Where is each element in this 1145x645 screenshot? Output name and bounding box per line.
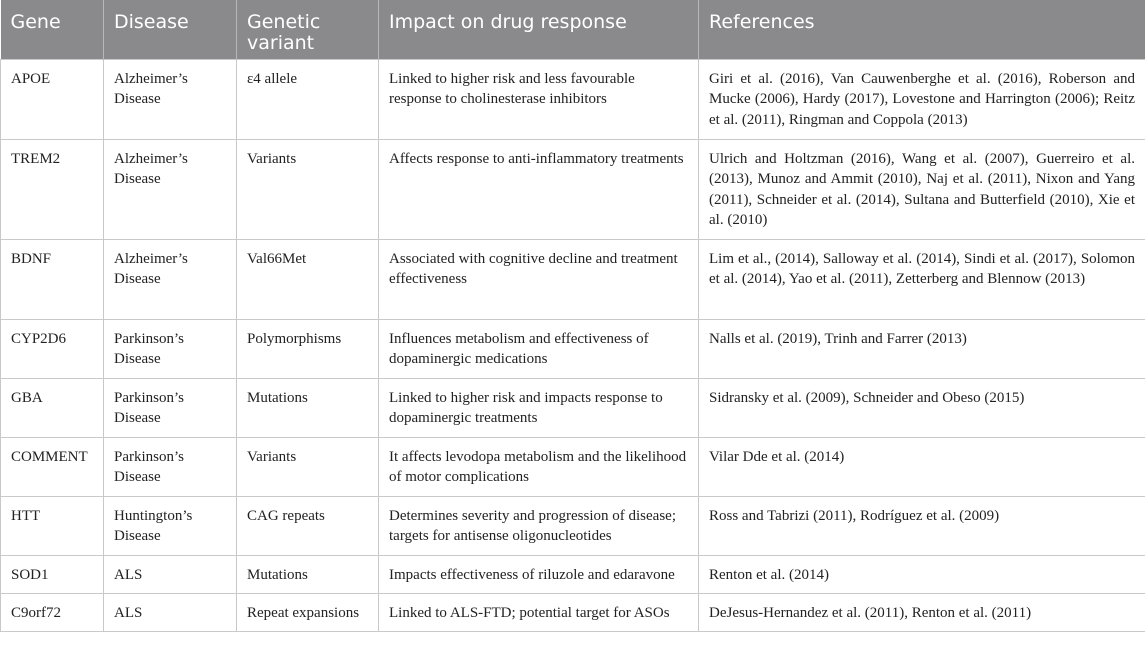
cell-gene: CYP2D6	[1, 319, 104, 378]
cell-impact: Linked to higher risk and impacts response to dopaminergic treatments	[379, 378, 699, 437]
cell-disease: Parkinson’s Disease	[104, 437, 237, 496]
cell-impact: Associated with cognitive decline and treatment effectiveness	[379, 239, 699, 319]
cell-gene: BDNF	[1, 239, 104, 319]
cell-variant: Mutations	[237, 555, 379, 593]
table-row	[1, 496, 1145, 555]
cell-disease: ALS	[104, 555, 237, 593]
table-row	[1, 59, 1145, 139]
cell-references: Ulrich and Holtzman (2016), Wang et al. (2007), Guerreiro et al. (2013), Munoz and Ammit (2010), Naj et al. (2011), Nixon and Yang (2011), Schneider et al. (2014), Sultana and Butterfield (2010), Xie et al. (2010)	[699, 139, 1145, 239]
cell-gene: TREM2	[1, 139, 104, 239]
table-row	[1, 139, 1145, 239]
cell-gene: C9orf72	[1, 593, 104, 631]
cell-variant: Variants	[237, 139, 379, 239]
cell-references: Ross and Tabrizi (2011), Rodríguez et al. (2009)	[699, 496, 1145, 555]
cell-impact: Linked to higher risk and less favourable response to cholinesterase inhibitors	[379, 59, 699, 139]
cell-disease: Alzheimer’s Disease	[104, 59, 237, 139]
header-genetic-variant: Genetic variant	[237, 0, 379, 59]
cell-variant: ε4 allele	[237, 59, 379, 139]
cell-gene: GBA	[1, 378, 104, 437]
cell-variant: CAG repeats	[237, 496, 379, 555]
table-row	[1, 239, 1145, 319]
cell-disease: Parkinson’s Disease	[104, 378, 237, 437]
cell-variant: Repeat expansions	[237, 593, 379, 631]
cell-impact: It affects levodopa metabolism and the likelihood of motor complications	[379, 437, 699, 496]
cell-disease: Huntington’s Disease	[104, 496, 237, 555]
table-row	[1, 593, 1145, 631]
table-row	[1, 437, 1145, 496]
cell-references: Renton et al. (2014)	[699, 555, 1145, 593]
cell-variant: Val66Met	[237, 239, 379, 319]
cell-references: Nalls et al. (2019), Trinh and Farrer (2013)	[699, 319, 1145, 378]
cell-disease: ALS	[104, 593, 237, 631]
cell-impact: Linked to ALS-FTD; potential target for ASOs	[379, 593, 699, 631]
cell-gene: APOE	[1, 59, 104, 139]
cell-gene: COMMENT	[1, 437, 104, 496]
header-impact: Impact on drug response	[379, 0, 699, 59]
cell-references: Lim et al., (2014), Salloway et al. (2014), Sindi et al. (2017), Solomon et al. (2014), Yao et al. (2011), Zetterberg and Blennow (2013)	[699, 239, 1145, 319]
cell-variant: Mutations	[237, 378, 379, 437]
cell-disease: Parkinson’s Disease	[104, 319, 237, 378]
cell-gene: SOD1	[1, 555, 104, 593]
cell-disease: Alzheimer’s Disease	[104, 139, 237, 239]
cell-impact: Affects response to anti-inflammatory treatments	[379, 139, 699, 239]
table-row	[1, 378, 1145, 437]
table-row	[1, 319, 1145, 378]
cell-variant: Variants	[237, 437, 379, 496]
cell-references: Vilar Dde et al. (2014)	[699, 437, 1145, 496]
header-references: References	[699, 0, 1145, 59]
cell-references: Giri et al. (2016), Van Cauwenberghe et al. (2016), Roberson and Mucke (2006), Hardy (2017), Lovestone and Harrington (2006); Reitz et al. (2011), Ringman and Coppola (2013)	[699, 59, 1145, 139]
header-disease: Disease	[104, 0, 237, 59]
cell-references: DeJesus-Hernandez et al. (2011), Renton et al. (2011)	[699, 593, 1145, 631]
header-row	[1, 0, 1145, 59]
cell-impact: Influences metabolism and effectiveness of dopaminergic medications	[379, 319, 699, 378]
cell-impact: Determines severity and progression of disease; targets for antisense oligonucleotides	[379, 496, 699, 555]
cell-disease: Alzheimer’s Disease	[104, 239, 237, 319]
cell-references: Sidransky et al. (2009), Schneider and Obeso (2015)	[699, 378, 1145, 437]
cell-gene: HTT	[1, 496, 104, 555]
header-gene: Gene	[1, 0, 104, 59]
cell-variant: Polymorphisms	[237, 319, 379, 378]
table-row	[1, 555, 1145, 593]
cell-impact: Impacts effectiveness of riluzole and edaravone	[379, 555, 699, 593]
